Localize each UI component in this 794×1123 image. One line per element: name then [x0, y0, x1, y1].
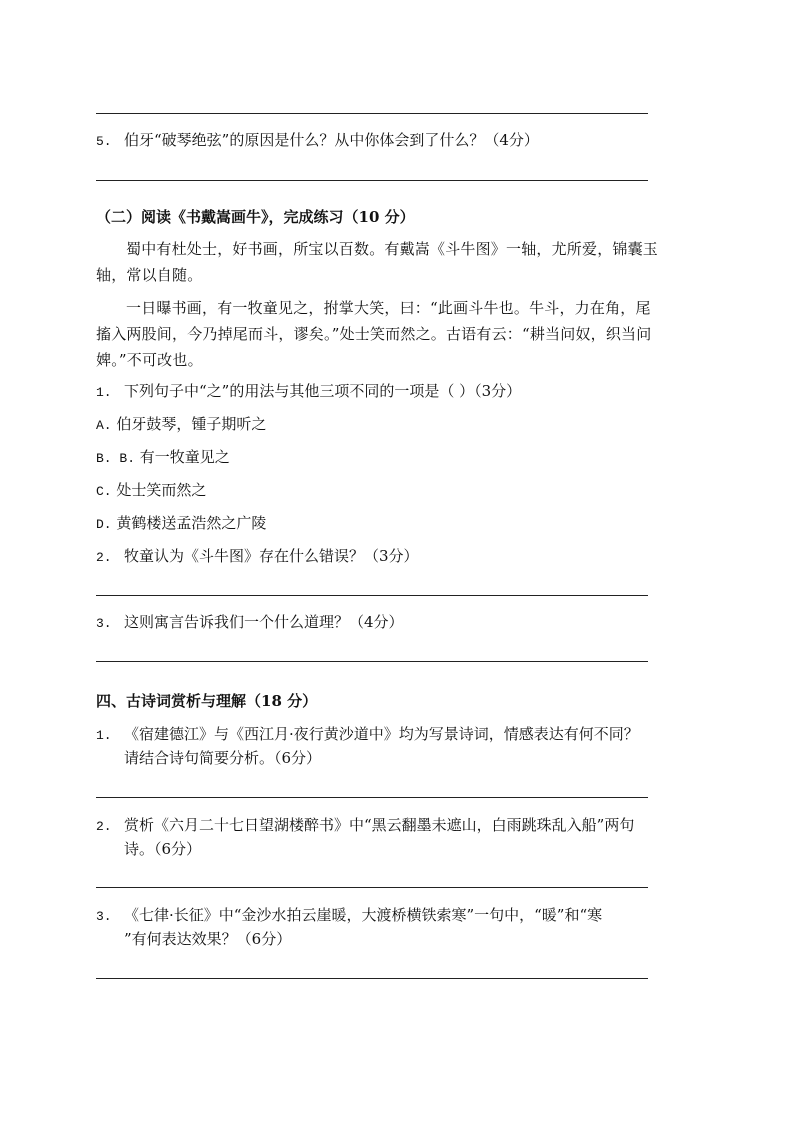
- option-label: B. B.: [96, 451, 136, 466]
- answer-line: [96, 797, 648, 798]
- answer-line: [96, 661, 648, 662]
- question-number: 2.: [96, 550, 112, 565]
- question-number: 2.: [96, 819, 112, 834]
- reading2-question-1: [96, 380, 656, 404]
- question-number: 3.: [96, 909, 112, 924]
- option-label: A.: [96, 418, 112, 433]
- reading2-question-2: [96, 545, 656, 569]
- part4-question-3: [96, 904, 656, 928]
- question-number: 1.: [96, 728, 112, 743]
- passage-paragraph-2: 一日曝书画，有一牧童见之，拊掌大笑，曰：“此画斗牛也。牛斗，力在角，尾搐入两股间，今乃掉尾而斗，谬矣。”处士笑而然之。古语有云：“耕当问奴，织当问婢。”不可改也。: [96, 299, 652, 369]
- section-heading-reading2: （二）阅读《书戴嵩画牛》，完成练习（10 分）: [96, 208, 415, 226]
- reading2-question-3: [96, 611, 656, 635]
- option-a: [96, 413, 656, 437]
- question-text-line1: 赏析《六月二十七日望湖楼醉书》中“黑云翻墨未遮山，白雨跳珠乱入船”两句: [124, 816, 635, 834]
- question-text: 这则寓言告诉我们一个什么道理？（4分）: [124, 613, 404, 631]
- question-text-line1: 《宿建德江》与《西江月·夜行黄沙道中》均为写景诗词，情感表达有何不同？: [124, 725, 639, 743]
- part4-question-1: [96, 723, 656, 747]
- question-number: 3.: [96, 616, 112, 631]
- question-text: 牧童认为《斗牛图》存在什么错误？（3分）: [124, 547, 419, 565]
- option-c: [96, 479, 656, 503]
- question-5: [96, 129, 656, 153]
- question-text: 伯牙“破琴绝弦”的原因是什么？从中你体会到了什么？（4分）: [124, 131, 539, 149]
- option-label: D.: [96, 517, 112, 532]
- question-text: 下列句子中“之”的用法与其他三项不同的一项是（ ）（3分）: [124, 382, 522, 400]
- option-text: 处士笑而然之: [116, 481, 207, 499]
- part4-question-3-cont: [124, 928, 684, 950]
- question-number: 5.: [96, 134, 112, 149]
- question-text-line2: 请结合诗句简要分析。（6分）: [124, 749, 322, 767]
- part4-question-2: [96, 814, 656, 838]
- option-text: 有一牧童见之: [139, 448, 230, 466]
- answer-line: [96, 978, 648, 979]
- answer-line: [96, 113, 648, 114]
- passage-paragraph-1: 蜀中有杜处士，好书画，所宝以百数。有戴嵩《斗牛图》一轴，尤所爱，锦囊玉轴，常以自随。: [96, 240, 659, 284]
- option-d: [96, 512, 656, 536]
- question-text-line1: 《七律·长征》中“金沙水拍云崖暖，大渡桥横铁索寒”一句中，“暖”和“寒: [124, 906, 603, 924]
- question-text-line2: 诗。（6分）: [124, 840, 202, 858]
- question-text-line2: ”有何表达效果？（6分）: [124, 930, 292, 948]
- question-number: 1.: [96, 385, 112, 400]
- answer-line: [96, 595, 648, 596]
- option-text: 黄鹤楼送孟浩然之广陵: [116, 514, 267, 532]
- section-heading-part4: 四、古诗词赏析与理解（18 分）: [96, 692, 318, 710]
- part4-question-1-cont: [124, 747, 684, 769]
- option-text: 伯牙鼓琴，锺子期听之: [116, 415, 267, 433]
- answer-line: [96, 180, 648, 181]
- part4-question-2-cont: [124, 838, 684, 860]
- option-b: [96, 446, 656, 470]
- answer-line: [96, 887, 648, 888]
- option-label: C.: [96, 484, 112, 499]
